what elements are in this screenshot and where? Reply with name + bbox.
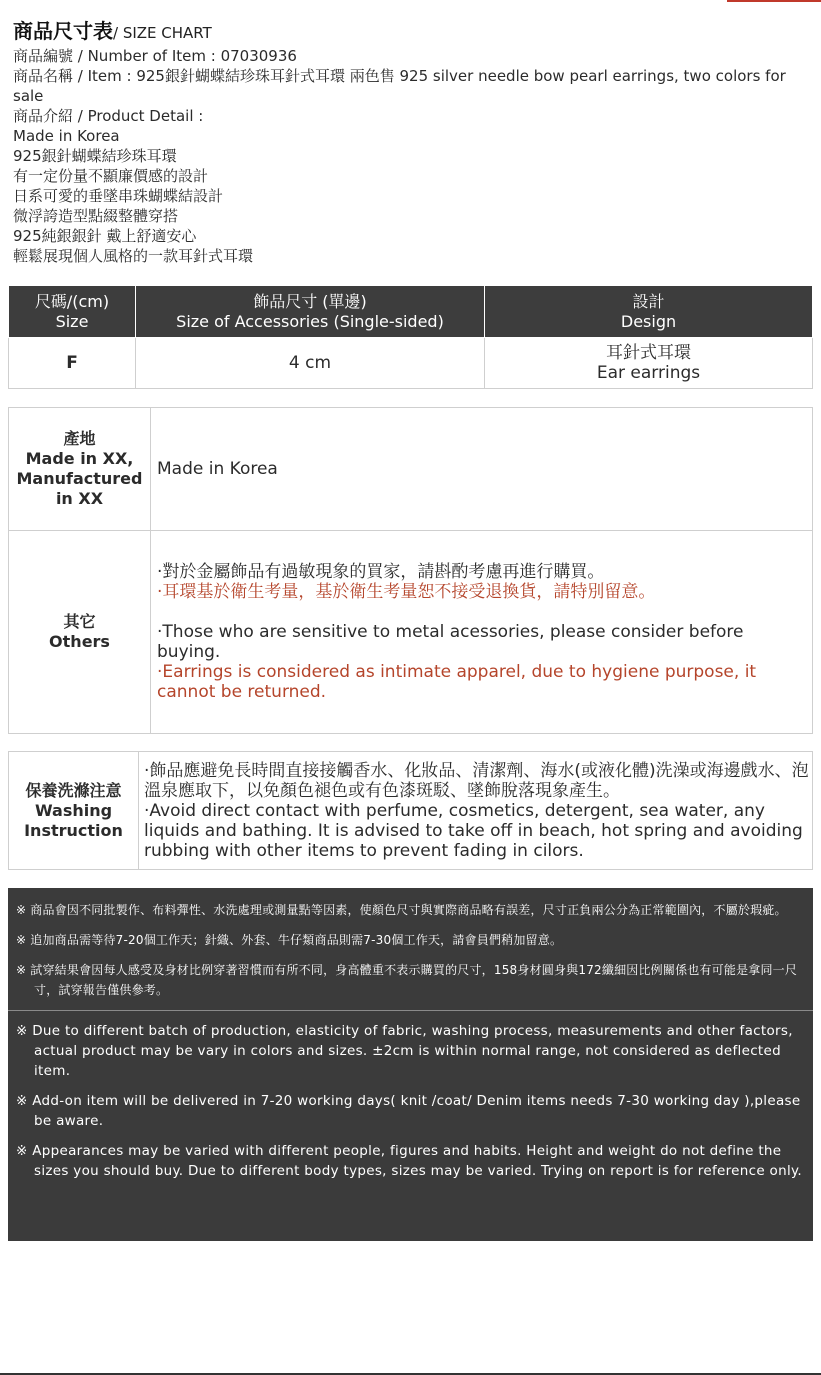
note-zh-delivery: ※ 追加商品需等待7-20個工作天；針織、外套、牛仔類商品則需7-30個工作天，請會員們稍加留意。 bbox=[16, 933, 563, 947]
washing-zh: ·飾品應避免長時間直接接觸香水、化妝品、清潔劑、海水(或液化體)洗澡或海邊戲水、泡溫泉應取下，以免顏色褪色或有色漆斑駁、墜飾脫落現象產生。 bbox=[144, 760, 809, 801]
product-info bbox=[13, 46, 813, 266]
others-label-zh: 其它 bbox=[63, 612, 96, 631]
info-line: 925純銀銀針 戴上舒適安心 bbox=[13, 227, 197, 245]
notes-en bbox=[8, 1011, 813, 1181]
info-line: 925銀針蝴蝶結珍珠耳環 bbox=[13, 147, 177, 165]
cell-design-zh: 耳針式耳環 bbox=[606, 343, 691, 363]
header-size bbox=[9, 286, 136, 338]
cell-design bbox=[485, 338, 813, 389]
others-en-allergy: ·Those who are sensitive to metal acessories, please consider before buying. bbox=[157, 622, 744, 662]
origin-others-table bbox=[8, 407, 813, 734]
header-design-en: Design bbox=[620, 311, 677, 331]
info-line-detail-label: 商品介紹 / Product Detail : bbox=[13, 107, 204, 125]
title-zh: 商品尺寸表 bbox=[13, 19, 113, 43]
notes-panel bbox=[8, 888, 813, 1241]
others-en-return: ·Earrings is considered as intimate apparel, due to hygiene purpose, it cannot be returned. bbox=[157, 662, 757, 702]
info-line: 輕鬆展現個人風格的一款耳針式耳環 bbox=[13, 247, 254, 265]
origin-label-en: Made in XX, Manufactured in XX bbox=[16, 449, 143, 508]
washing-value bbox=[139, 752, 813, 870]
others-zh-allergy: ·對於金屬飾品有過敏現象的買家，請斟酌考慮再進行購買。 bbox=[157, 562, 605, 582]
product-header bbox=[13, 18, 813, 266]
note-zh-fitting: ※ 試穿結果會因每人感受及身材比例穿著習慣而有所不同，身高體重不表示購買的尺寸，158身材圓身與172纖細因比例關係也有可能是拿同一尺寸，試穿報告僅供參考。 bbox=[16, 963, 798, 997]
header-design-zh: 設計 bbox=[632, 291, 665, 311]
info-line: Made in Korea bbox=[13, 127, 120, 145]
info-line-item-name: 商品名稱 / Item : 925銀針蝴蝶結珍珠耳針式耳環 兩色售 925 silver needle bow pearl earrings, two colors for sale bbox=[13, 67, 786, 105]
size-table bbox=[8, 285, 813, 389]
washing-row bbox=[9, 752, 813, 870]
cell-accessory-size: 4 cm bbox=[136, 338, 485, 389]
info-line-item-number: 商品編號 / Number of Item : 07030936 bbox=[13, 47, 297, 65]
washing-label-en: Washing Instruction bbox=[24, 800, 123, 840]
size-table-header bbox=[9, 286, 813, 338]
washing-label-zh: 保養洗滌注意 bbox=[25, 780, 122, 800]
header-accessory-zh: 飾品尺寸 (單邊) bbox=[253, 291, 367, 311]
header-size-zh: 尺碼/(cm) bbox=[34, 291, 110, 311]
note-en-delivery: ※ Add-on item will be delivered in 7-20 working days( knit /coat/ Denim items needs 7-30 working day ),please be aware. bbox=[16, 1093, 801, 1129]
washing-label bbox=[9, 752, 139, 870]
washing-table bbox=[8, 751, 813, 870]
note-en-variance: ※ Due to different batch of production, elasticity of fabric, washing process, measurements and other factors, actual product may be vary in colors and sizes. ±2cm is within normal range, not considered as deflected item. bbox=[16, 1023, 793, 1079]
others-label-en: Others bbox=[49, 632, 110, 651]
info-line: 微浮誇造型點綴整體穿搭 bbox=[13, 207, 179, 225]
others-value bbox=[151, 531, 813, 734]
note-en-fitting: ※ Appearances may be varied with different people, figures and habits. Height and weight do not define the sizes you should buy. Due to different body types, sizes may be varied. Trying on report is for reference only. bbox=[16, 1143, 802, 1179]
others-row bbox=[9, 531, 813, 734]
note-zh-variance: ※ 商品會因不同批製作、布料彈性、水洗處理或測量點等因素，使顏色尺寸與實際商品略有誤差，尺寸正負兩公分為正常範圍內，不屬於瑕疵。 bbox=[16, 903, 787, 917]
header-design bbox=[485, 286, 813, 338]
origin-label-zh: 產地 bbox=[63, 429, 96, 448]
others-zh-return: ·耳環基於衛生考量，基於衛生考量恕不接受退換貨，請特別留意。 bbox=[157, 582, 656, 602]
top-accent-bar bbox=[727, 0, 821, 2]
info-line: 日系可愛的垂墜串珠蝴蝶結設計 bbox=[13, 187, 224, 205]
origin-value: Made in Korea bbox=[151, 408, 813, 531]
header-size-en: Size bbox=[55, 311, 89, 331]
cell-size: F bbox=[9, 338, 136, 389]
table-row bbox=[9, 338, 813, 389]
notes-zh bbox=[8, 888, 813, 1000]
page-title bbox=[13, 18, 813, 46]
header-accessory-en: Size of Accessories (Single-sided) bbox=[176, 311, 444, 331]
others-label bbox=[9, 531, 151, 734]
title-en: / SIZE CHART bbox=[113, 24, 212, 42]
cell-design-en: Ear earrings bbox=[596, 363, 701, 383]
header-accessory-size bbox=[136, 286, 485, 338]
origin-label bbox=[9, 408, 151, 531]
info-line: 有一定份量不顯廉價感的設計 bbox=[13, 167, 209, 185]
washing-en: ·Avoid direct contact with perfume, cosmetics, detergent, sea water, any liquids and bathing. It is advised to take off in beach, hot spring and avoiding rubbing with other items to prevent fading in cilors. bbox=[144, 800, 803, 861]
origin-row bbox=[9, 408, 813, 531]
